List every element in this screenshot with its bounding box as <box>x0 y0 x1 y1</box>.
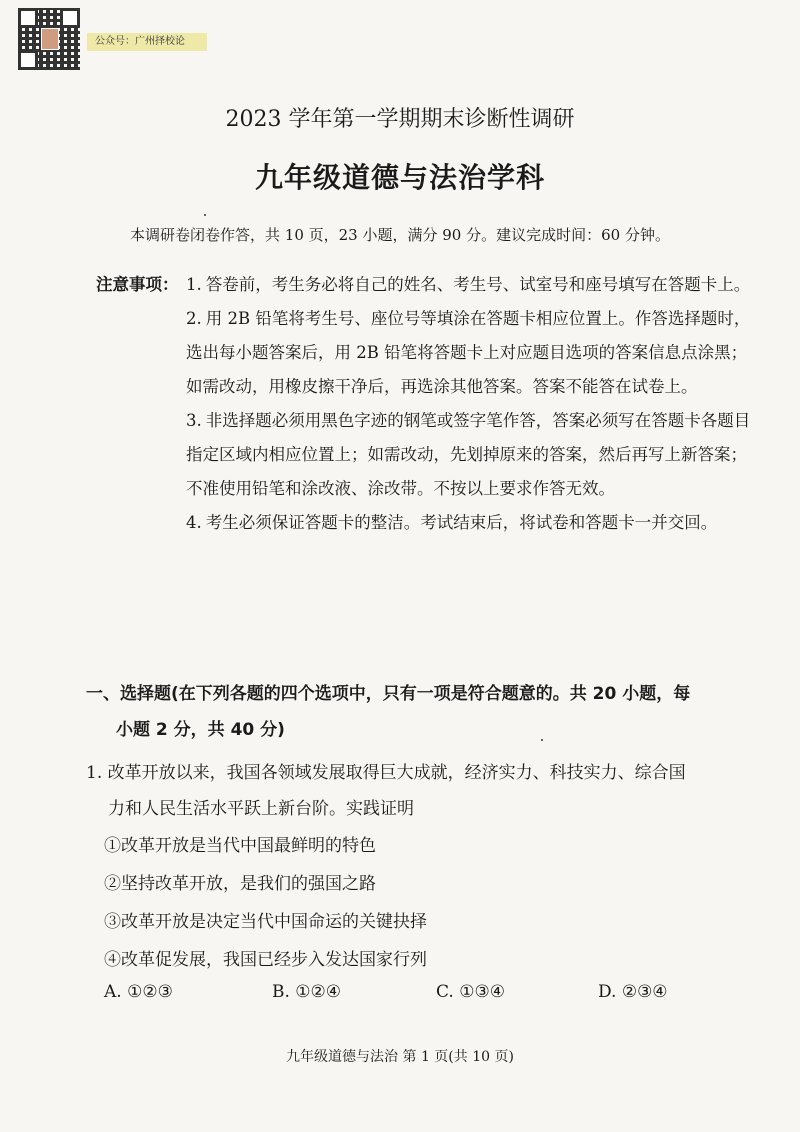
statement-item: ③改革开放是决定当代中国命运的关键抉择 <box>104 912 427 932</box>
choice-c: C. ①③④ <box>436 982 505 1002</box>
question-stem-line1: 1. 改革开放以来，我国各领域发展取得巨大成就，经济实力、科技实力、综合国 <box>86 763 686 783</box>
note-number: 1. <box>186 275 202 294</box>
note-text: 考生必须保证答题卡的整洁。考试结束后，将试卷和答题卡一并交回。 <box>205 513 718 532</box>
note-text: 答卷前，考生务必将自己的姓名、考生号、试室号和座号填写在答题卡上。 <box>205 275 751 294</box>
notes-label: 注意事项： <box>96 275 179 294</box>
note-item <box>186 268 756 302</box>
note-text: 非选择题必须用黑色字迹的钢笔或签字笔作答，答案必须写在答题卡各题目指定区域内相应位置上；如需改动，先划掉原来的答案，然后再写上新答案；不准使用铅笔和涂改液、涂改带。不按以上要求作答无效。 <box>186 411 751 498</box>
qr-finder-bottom-left <box>18 50 38 70</box>
note-text: 用 2B 铅笔将考生号、座位号等填涂在答题卡相应位置上。作答选择题时，选出每小题答案后，用 2B 铅笔将答题卡上对应题目选项的答案信息点涂黑；如需改动，用橡皮擦干净后，再选涂其他答案。答案不能答在试卷上。 <box>186 309 751 396</box>
choice-a: A. ①②③ <box>104 982 173 1002</box>
question-1 <box>86 755 754 979</box>
note-number: 2. <box>186 309 202 328</box>
question-stem-line2: 力和人民生活水平跃上新台阶。实践证明 <box>108 799 414 819</box>
wechat-tag: 公众号：广州择校论 <box>87 33 207 51</box>
exam-instructions-summary: 本调研卷闭卷作答，共 10 页，23 小题，满分 90 分。建议完成时间：60 分钟。 <box>130 226 670 244</box>
qr-finder-top-right <box>60 8 80 28</box>
note-item <box>186 404 756 506</box>
statement-item: ①改革开放是当代中国最鲜明的特色 <box>104 836 376 856</box>
qr-avatar <box>41 28 59 50</box>
scan-speck <box>204 214 206 216</box>
notes-block <box>96 268 756 540</box>
choice-d: D. ②③④ <box>598 982 668 1002</box>
qr-code <box>18 8 80 70</box>
subject-title: 九年级道德与法治学科 <box>254 161 545 194</box>
exam-title: 2023 学年第一学期期末诊断性调研 <box>225 107 575 132</box>
note-number: 4. <box>186 513 202 532</box>
section-heading-line1: 一、选择题(在下列各题的四个选项中，只有一项是符合题意的。共 20 小题，每 <box>86 684 691 704</box>
qr-finder-top-left <box>18 8 38 28</box>
note-item <box>186 302 756 404</box>
statement-item: ②坚持改革开放，是我们的强国之路 <box>104 874 376 894</box>
choice-b: B. ①②④ <box>272 982 342 1002</box>
statement-item: ④改革促发展，我国已经步入发达国家行列 <box>104 950 427 970</box>
section-heading-line2: 小题 2 分，共 40 分) <box>116 720 285 740</box>
scan-speck <box>541 739 543 741</box>
note-item <box>186 506 756 540</box>
note-number: 3. <box>186 411 202 430</box>
section-heading <box>86 676 754 748</box>
page-footer: 九年级道德与法治 第 1 页(共 10 页) <box>286 1049 514 1065</box>
